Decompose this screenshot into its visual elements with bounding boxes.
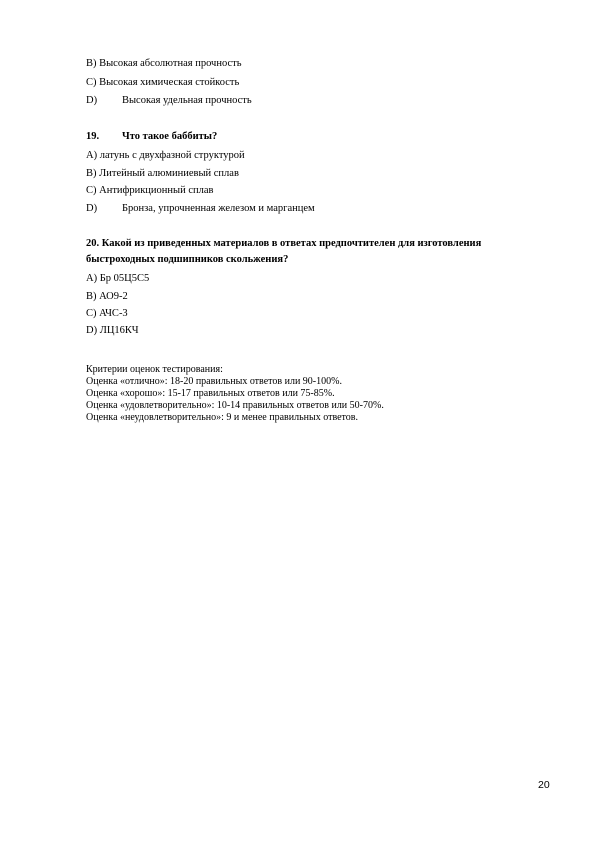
grading-criteria (86, 364, 384, 424)
page-number: 20 (538, 779, 550, 791)
q18-option-d (86, 94, 252, 107)
q18-option-d-text: Высокая удельная прочность (122, 95, 252, 106)
q19-option-b: B) Литейный алюминиевый сплав (86, 168, 239, 179)
q20-question-line1: 20. Какой из приведенных материалов в ответах предпочтителен для изготовления (86, 238, 482, 249)
q20-option-b: B) АО9-2 (86, 291, 128, 302)
q19-option-a: A) латунь с двухфазной структурой (86, 150, 245, 161)
q18-option-c: C) Высокая химическая стойкость (86, 77, 240, 88)
q18-option-b: B) Высокая абсолютная прочность (86, 58, 242, 69)
q20-question-line2: быстроходных подшипников скольжения? (86, 254, 289, 265)
criteria-title: Критерии оценок тестирования: (86, 364, 223, 375)
q20-option-a: A) Бр 05Ц5С5 (86, 273, 150, 284)
criteria-line: Оценка «хорошо»: 15-17 правильных ответов или 75-85%. (86, 388, 335, 399)
q19-option-d-text: Бронза, упрочненная железом и марганцем (122, 203, 315, 214)
q20-option-c: C) АЧС-3 (86, 308, 128, 319)
q18-option-d-label: D) (86, 95, 98, 106)
criteria-line: Оценка «удовлетворительно»: 10-14 правильных ответов или 50-70%. (86, 400, 384, 411)
q19-option-c: C) Антифрикционный сплав (86, 185, 214, 196)
q20-option-d: D) ЛЦ16КЧ (86, 325, 139, 336)
criteria-line: Оценка «отлично»: 18-20 правильных ответов или 90-100%. (86, 376, 342, 387)
q19-question (86, 130, 217, 143)
q19-number: 19. (86, 131, 100, 142)
q19-option-d-label: D) (86, 203, 98, 214)
q19-text: Что такое баббиты? (122, 131, 218, 142)
q19-option-d (86, 202, 315, 215)
criteria-line: Оценка «неудовлетворительно»: 9 и менее правильных ответов. (86, 412, 359, 423)
